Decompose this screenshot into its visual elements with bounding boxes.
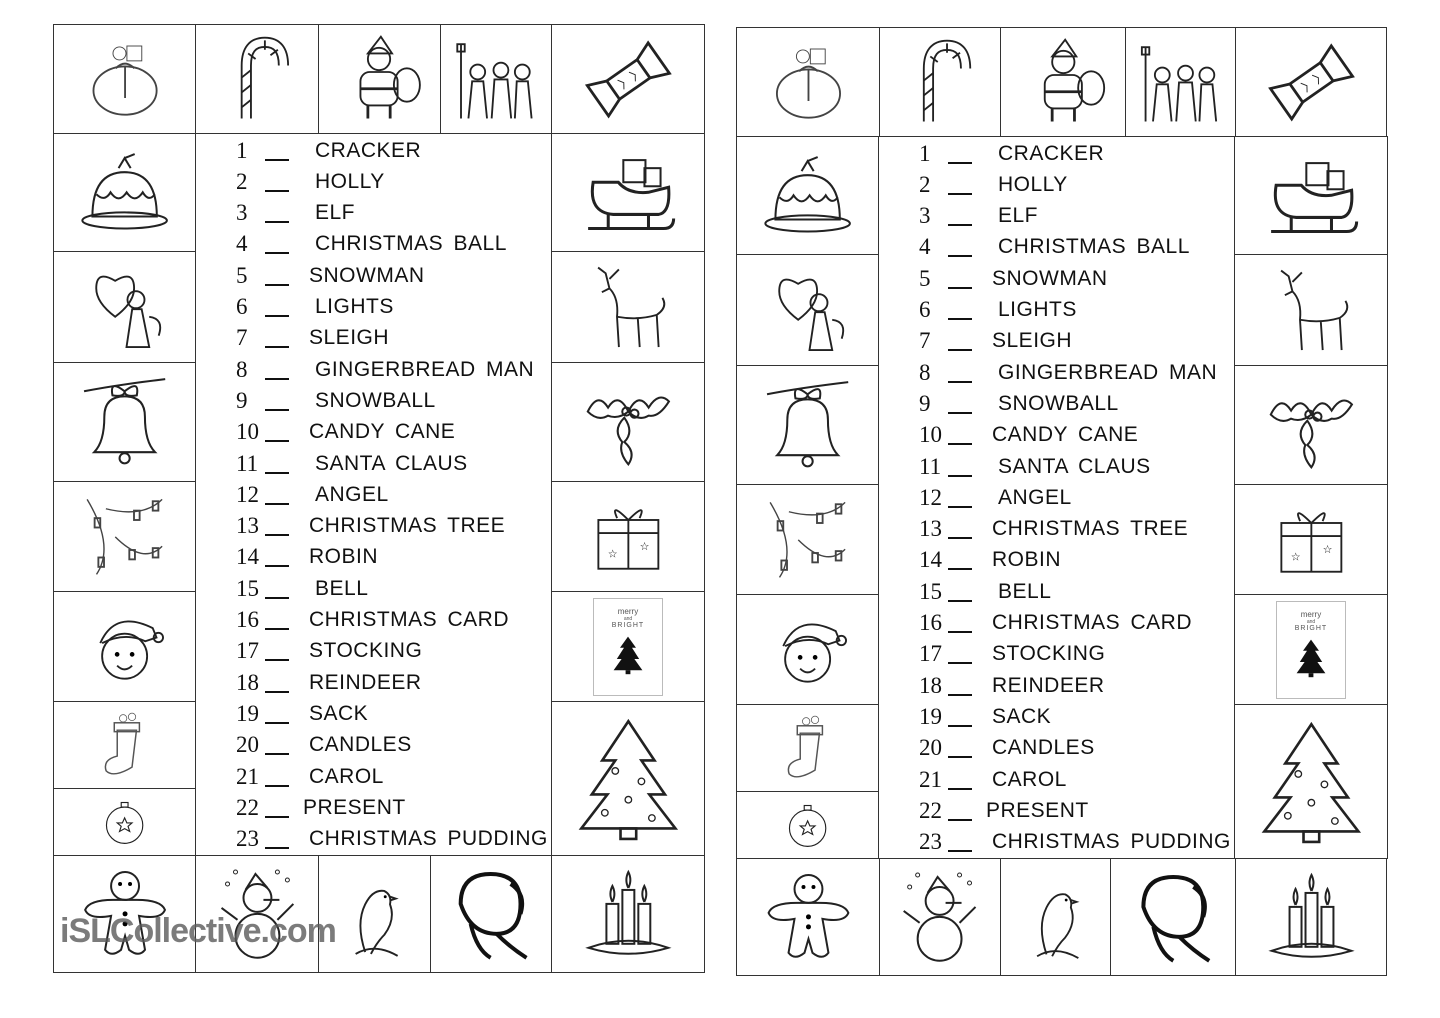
answer-blank[interactable] <box>265 798 289 818</box>
item-word: STOCKING <box>309 639 423 663</box>
answer-blank[interactable] <box>265 234 289 254</box>
card-text: merry <box>1300 609 1322 619</box>
answer-blank[interactable] <box>265 266 289 286</box>
item-number: 2 <box>236 168 248 194</box>
item-number: 6 <box>236 294 248 319</box>
item-number: 4 <box>919 234 931 260</box>
lights-icon <box>747 493 868 587</box>
answer-blank[interactable] <box>265 172 289 192</box>
picture-cell <box>879 27 1001 137</box>
answer-blank[interactable] <box>265 485 289 505</box>
list-item <box>236 385 436 416</box>
christmas-card <box>1276 601 1346 699</box>
item-word: SANTA CLAUS <box>998 454 1151 478</box>
item-number: 8 <box>236 356 248 382</box>
answer-blank[interactable] <box>948 488 972 508</box>
list-item <box>236 354 534 385</box>
picture-cell <box>551 133 705 252</box>
answer-blank[interactable] <box>948 707 972 727</box>
item-word: CANDY CANE <box>309 420 456 444</box>
item-number: 16 <box>919 610 942 635</box>
item-number: 2 <box>919 171 931 197</box>
item-number: 13 <box>236 513 259 539</box>
answer-blank[interactable] <box>265 328 289 348</box>
list-item <box>919 701 1051 732</box>
picture-cell <box>551 591 705 702</box>
present-icon <box>1246 493 1377 587</box>
list-item <box>919 482 1072 513</box>
list-item <box>919 451 1151 482</box>
list-item <box>236 323 389 354</box>
answer-blank[interactable] <box>948 770 972 790</box>
answer-blank[interactable] <box>948 269 972 289</box>
picture-cell <box>736 594 879 705</box>
candy-cane-icon <box>205 33 310 126</box>
picture-cell <box>1234 365 1388 485</box>
tree-icon <box>1246 716 1377 848</box>
answer-blank[interactable] <box>265 297 289 317</box>
item-number: 21 <box>919 766 942 792</box>
list-item <box>236 260 425 291</box>
list-item <box>919 138 1104 169</box>
answer-blank[interactable] <box>265 454 289 474</box>
item-word: HOLLY <box>998 172 1068 196</box>
picture-cell <box>53 591 196 702</box>
answer-blank[interactable] <box>265 673 289 693</box>
item-number: 13 <box>919 516 942 542</box>
list-item <box>919 201 1038 232</box>
answer-blank[interactable] <box>948 644 972 664</box>
tree-icon <box>1295 638 1327 678</box>
item-number: 19 <box>236 700 259 726</box>
item-number: 17 <box>236 638 259 664</box>
picture-cell <box>551 855 705 973</box>
picture-cell <box>551 701 705 856</box>
ornament-ball-icon <box>64 794 185 851</box>
cracker-icon <box>1247 36 1376 129</box>
list-item <box>236 792 406 823</box>
item-word: CRACKER <box>315 138 422 162</box>
stocking-icon <box>747 711 868 785</box>
answer-blank[interactable] <box>265 391 289 411</box>
picture-cell <box>318 24 441 134</box>
item-word: SANTA CLAUS <box>315 451 468 475</box>
answer-blank[interactable] <box>265 579 289 599</box>
list-item <box>236 636 422 667</box>
item-word: CHRISTMAS BALL <box>998 235 1190 259</box>
reindeer-icon <box>563 260 694 355</box>
item-number: 14 <box>236 544 259 570</box>
item-number: 9 <box>236 387 248 413</box>
list-item <box>236 667 422 698</box>
picture-cell <box>1234 704 1388 859</box>
item-number: 3 <box>919 203 931 229</box>
christmas-card <box>593 598 663 696</box>
list-item <box>919 827 1231 858</box>
answer-blank[interactable] <box>265 767 289 787</box>
holly-icon <box>563 371 694 472</box>
list-item <box>236 135 421 166</box>
item-word: BELL <box>315 576 369 600</box>
present-icon <box>563 490 694 584</box>
item-word: CHRISTMAS TREE <box>309 514 506 538</box>
list-item <box>919 420 1138 451</box>
list-item <box>919 514 1188 545</box>
list-item <box>236 511 505 542</box>
item-number: 7 <box>919 328 931 354</box>
answer-blank[interactable] <box>948 237 972 257</box>
item-number: 10 <box>919 422 942 448</box>
item-number: 7 <box>236 325 248 351</box>
item-number: 1 <box>236 137 248 163</box>
holly-icon <box>1246 374 1377 475</box>
list-item <box>919 388 1119 419</box>
elf-icon <box>747 603 868 697</box>
sack-icon <box>747 36 870 129</box>
list-item <box>919 608 1192 639</box>
item-word: ANGEL <box>315 482 389 506</box>
answer-blank[interactable] <box>265 547 289 567</box>
picture-cell <box>551 251 705 363</box>
item-number: 5 <box>919 265 931 291</box>
item-word: REINDEER <box>992 673 1105 697</box>
item-word: LIGHTS <box>315 295 394 318</box>
cracker-icon <box>563 33 694 126</box>
item-number: 8 <box>919 359 931 385</box>
item-word: CANDLES <box>309 733 412 757</box>
list-item <box>236 824 548 855</box>
answer-blank[interactable] <box>265 641 289 661</box>
card-text: and <box>1306 618 1316 625</box>
sleigh-icon <box>1246 145 1377 246</box>
item-number: 22 <box>919 797 942 823</box>
picture-cell <box>53 24 197 134</box>
item-number: 19 <box>919 703 942 729</box>
list-item <box>236 198 355 229</box>
lights-icon <box>64 490 185 584</box>
picture-cell <box>551 481 705 592</box>
list-item <box>236 573 368 604</box>
svg-text:☆: ☆ <box>1290 551 1301 564</box>
list-item <box>236 730 412 761</box>
item-word: CHRISTMAS CARD <box>309 608 510 631</box>
item-word: PRESENT <box>303 795 406 819</box>
item-number: 23 <box>236 826 259 852</box>
candles-icon <box>563 864 694 964</box>
answer-blank[interactable] <box>948 613 972 633</box>
pudding-icon <box>747 145 868 246</box>
picture-cell <box>195 24 319 134</box>
reindeer-icon <box>1246 263 1377 358</box>
item-word: CHRISTMAS BALL <box>315 232 507 256</box>
answer-blank[interactable] <box>948 394 972 414</box>
picture-cell <box>736 791 879 859</box>
tree-icon <box>612 635 644 675</box>
item-number: 18 <box>236 669 259 695</box>
picture-cell <box>53 133 196 252</box>
answer-blank[interactable] <box>265 704 289 724</box>
card-text: and <box>623 615 633 622</box>
item-word: SLEIGH <box>992 329 1073 353</box>
answer-blank[interactable] <box>948 144 972 164</box>
list-item <box>919 576 1051 607</box>
item-word: HOLLY <box>315 169 385 193</box>
carolers-icon <box>449 33 544 126</box>
picture-cell <box>53 481 196 592</box>
picture-cell <box>1234 484 1388 595</box>
list-item <box>236 417 455 448</box>
svg-text:☆: ☆ <box>639 540 650 553</box>
answer-blank[interactable] <box>948 738 972 758</box>
bell-icon <box>64 371 185 472</box>
item-number: 14 <box>919 547 942 573</box>
item-number: 11 <box>236 450 259 476</box>
answer-blank[interactable] <box>948 676 972 696</box>
robin-icon <box>327 864 422 964</box>
list-item <box>236 292 394 323</box>
list-item <box>236 448 468 479</box>
answer-blank[interactable] <box>948 582 972 602</box>
item-number: 15 <box>919 578 942 604</box>
item-word: LIGHTS <box>998 298 1077 321</box>
item-number: 5 <box>236 262 248 288</box>
picture-cell <box>53 362 196 482</box>
item-word: STOCKING <box>992 642 1106 666</box>
list-item <box>919 232 1190 263</box>
picture-cell <box>551 362 705 482</box>
ornament-ball-icon <box>747 797 868 854</box>
list-item <box>236 166 385 197</box>
list-item <box>919 733 1095 764</box>
answer-blank[interactable] <box>265 516 289 536</box>
gingerbread-icon <box>747 867 870 967</box>
list-item <box>919 295 1077 326</box>
item-word: CHRISTMAS PUDDING <box>992 830 1231 854</box>
elf-icon <box>64 600 185 694</box>
answer-blank[interactable] <box>948 425 972 445</box>
item-word: CANDLES <box>992 736 1095 760</box>
item-number: 12 <box>919 484 942 510</box>
item-number: 17 <box>919 641 942 667</box>
item-number: 23 <box>919 829 942 855</box>
candy-cane-icon <box>888 36 991 129</box>
picture-cell <box>1110 858 1236 976</box>
santa-icon <box>1010 36 1117 129</box>
card-text: BRIGHT <box>1294 624 1328 632</box>
item-word: SNOWBALL <box>315 388 436 412</box>
item-number: 3 <box>236 200 248 226</box>
item-number: 12 <box>236 481 259 507</box>
item-number: 15 <box>236 575 259 601</box>
answer-blank[interactable] <box>265 829 289 849</box>
answer-blank[interactable] <box>265 735 289 755</box>
item-word: ROBIN <box>309 545 379 569</box>
santa-icon <box>327 33 431 126</box>
picture-cell <box>1000 27 1126 137</box>
snowman-icon <box>888 867 991 967</box>
list-item <box>919 670 1105 701</box>
item-word: ANGEL <box>998 485 1072 509</box>
answer-blank[interactable] <box>265 203 289 223</box>
card-text: BRIGHT <box>611 621 645 629</box>
item-word: SACK <box>992 704 1052 728</box>
bell-icon <box>747 374 868 475</box>
picture-cell <box>1234 254 1388 366</box>
carolers-icon <box>1134 36 1228 129</box>
picture-cell <box>1235 27 1387 137</box>
item-word: CAROL <box>992 767 1067 791</box>
answer-blank[interactable] <box>948 363 972 383</box>
pudding-icon <box>64 142 185 243</box>
picture-cell <box>1000 858 1111 976</box>
item-number: 6 <box>919 297 931 322</box>
answer-blank[interactable] <box>948 331 972 351</box>
sack-icon <box>64 33 186 126</box>
stocking-icon <box>64 708 185 782</box>
candles-icon <box>1247 867 1376 967</box>
answer-blank[interactable] <box>948 457 972 477</box>
item-number: 11 <box>919 453 942 479</box>
picture-cell <box>736 704 879 792</box>
item-number: 4 <box>236 231 248 257</box>
picture-cell <box>879 858 1001 976</box>
item-number: 1 <box>919 140 931 166</box>
list-item <box>919 357 1217 388</box>
picture-cell <box>551 24 705 134</box>
item-word: ROBIN <box>992 548 1062 572</box>
item-number: 16 <box>236 607 259 632</box>
picture-cell <box>736 136 879 255</box>
answer-blank[interactable] <box>948 175 972 195</box>
picture-cell <box>736 484 879 595</box>
item-word: CHRISTMAS PUDDING <box>309 827 548 851</box>
answer-blank[interactable] <box>265 141 289 161</box>
item-number: 10 <box>236 419 259 445</box>
item-word: ELF <box>998 204 1039 228</box>
sleigh-icon <box>563 142 694 243</box>
svg-text:☆: ☆ <box>607 548 618 561</box>
svg-text:☆: ☆ <box>1322 543 1333 556</box>
item-word: BELL <box>998 579 1052 603</box>
item-word: PRESENT <box>986 798 1089 822</box>
angel-icon <box>64 260 185 355</box>
snowball-icon <box>1120 867 1227 967</box>
answer-blank[interactable] <box>948 801 972 821</box>
picture-cell <box>1234 594 1388 705</box>
list-item <box>919 795 1089 826</box>
item-word: ELF <box>315 201 356 225</box>
item-number: 22 <box>236 794 259 820</box>
item-number: 20 <box>919 735 942 761</box>
item-number: 21 <box>236 763 259 789</box>
answer-blank[interactable] <box>948 206 972 226</box>
answer-blank[interactable] <box>948 832 972 852</box>
picture-cell <box>736 365 879 485</box>
item-number: 20 <box>236 732 259 758</box>
item-word: SACK <box>309 701 369 725</box>
item-word: GINGERBREAD MAN <box>998 360 1218 384</box>
item-word: SNOWMAN <box>309 263 425 287</box>
answer-blank[interactable] <box>948 300 972 320</box>
list-item <box>919 639 1105 670</box>
item-word: CHRISTMAS TREE <box>992 517 1189 541</box>
picture-cell <box>1125 27 1236 137</box>
list-item <box>236 479 389 510</box>
picture-cell <box>736 254 879 366</box>
item-number: 18 <box>919 672 942 698</box>
item-word: CRACKER <box>998 141 1105 165</box>
picture-cell <box>1235 858 1387 976</box>
card-text: merry <box>617 606 639 616</box>
list-item <box>236 605 509 636</box>
angel-icon <box>747 263 868 358</box>
picture-cell <box>440 24 552 134</box>
tree-icon <box>563 713 694 845</box>
list-item <box>919 263 1108 294</box>
snowball-icon <box>439 864 542 964</box>
robin-icon <box>1009 867 1103 967</box>
item-word: REINDEER <box>309 670 422 694</box>
answer-blank[interactable] <box>265 610 289 630</box>
picture-cell <box>736 858 881 976</box>
item-number: 9 <box>919 390 931 416</box>
picture-cell <box>53 788 196 856</box>
list-item <box>236 542 378 573</box>
answer-blank[interactable] <box>265 360 289 380</box>
item-word: SLEIGH <box>309 326 390 350</box>
picture-cell <box>53 701 196 789</box>
picture-cell <box>1234 136 1388 255</box>
list-item <box>919 326 1072 357</box>
answer-blank[interactable] <box>948 550 972 570</box>
list-item <box>236 229 507 260</box>
list-item <box>919 764 1067 795</box>
list-item <box>919 545 1061 576</box>
watermark: iSLCollective.com <box>60 912 336 950</box>
list-item <box>919 169 1068 200</box>
item-word: CANDY CANE <box>992 423 1139 447</box>
item-word: SNOWBALL <box>998 391 1119 415</box>
item-word: GINGERBREAD MAN <box>315 357 535 381</box>
picture-cell <box>53 251 196 363</box>
item-word: CHRISTMAS CARD <box>992 611 1193 634</box>
item-word: SNOWMAN <box>992 266 1108 290</box>
list-item <box>236 761 384 792</box>
answer-blank[interactable] <box>948 519 972 539</box>
item-word: CAROL <box>309 764 384 788</box>
list-item <box>236 698 368 729</box>
picture-cell <box>430 855 552 973</box>
picture-cell <box>736 27 881 137</box>
answer-blank[interactable] <box>265 422 289 442</box>
